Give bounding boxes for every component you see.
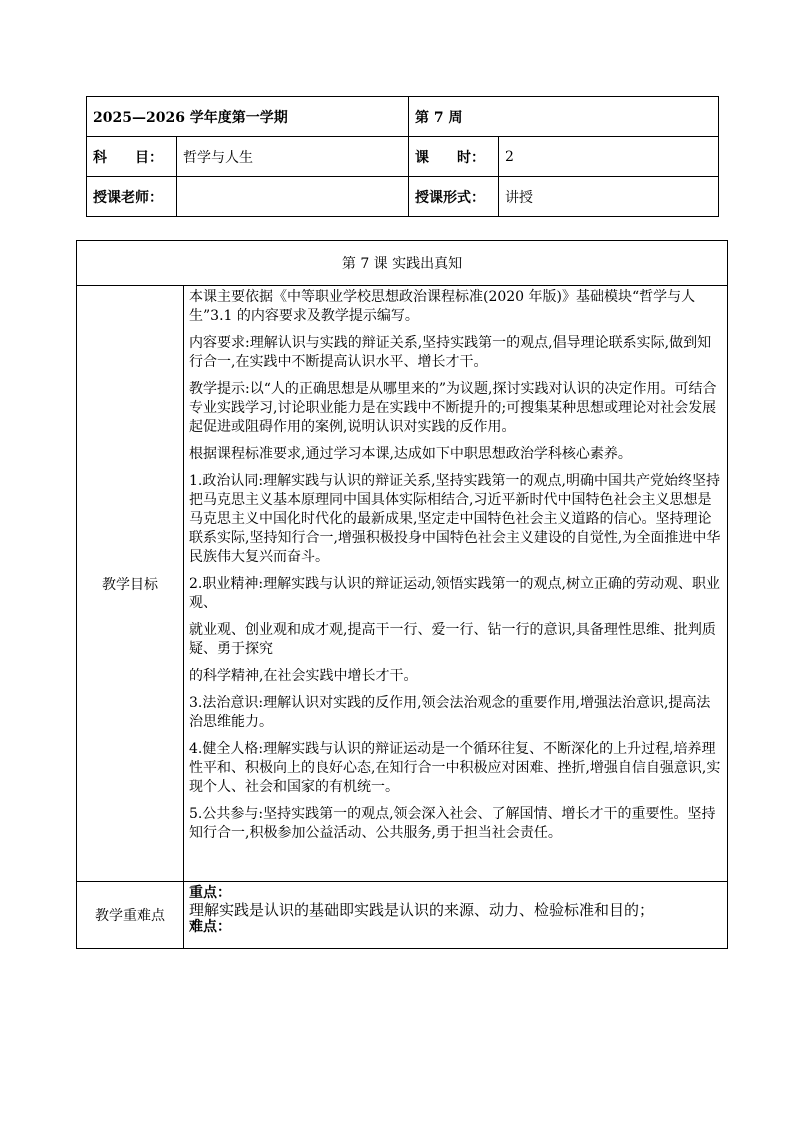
info-row-teacher bbox=[87, 177, 719, 217]
goal-paragraph: 教学提示:以“人的正确思想是从哪里来的”为议题,探讨实践对认识的决定作用。可结合专业实践学习,讨论职业能力是在实践中不断提升的;可搜集某种思想或理论对社会发展起促进或阻碍作用的案例,说明认识对实践的反作用。 bbox=[189, 381, 717, 435]
lesson-title: 第 7 课 实践出真知 bbox=[77, 241, 728, 286]
lesson-plan-table bbox=[76, 240, 728, 949]
week-cell: 第 7 周 bbox=[409, 97, 719, 137]
term-cell: 2025—2026 学年度第一学期 bbox=[87, 97, 409, 137]
goal-paragraph: 内容要求:理解认识与实践的辩证关系,坚持实践第一的观点,倡导理论联系实际,做到知行合一,在实践中不断提高认识水平、增长才干。 bbox=[189, 335, 712, 370]
goal-paragraph: 的科学精神,在社会实践中增长才干。 bbox=[189, 668, 418, 684]
teacher-label: 授课老师： bbox=[87, 177, 177, 217]
form-value: 讲授 bbox=[499, 177, 719, 217]
info-row-term bbox=[87, 97, 719, 137]
keypoints-content bbox=[184, 882, 728, 949]
goal-paragraph: 3.法治意识:理解认识对实践的反作用,领会法治观念的重要作用,增强法治意识,提高法治思维能力。 bbox=[189, 695, 711, 730]
course-info-table bbox=[86, 96, 719, 217]
goal-paragraph: 就业观、创业观和成才观,提高干一行、爱一行、钻一行的意识,具备理性思维、批判质疑、勇于探究 bbox=[189, 622, 716, 657]
goal-paragraph: 本课主要依据《中等职业学校思想政治课程标准(2020 年版)》基础模块“哲学与人生”3.1 的内容要求及教学提示编写。 bbox=[189, 289, 696, 324]
goals-label: 教学目标 bbox=[77, 286, 184, 882]
key-text: 理解实践是认识的基础即实践是认识的来源、动力、检验标准和目的； bbox=[189, 901, 655, 919]
lesson-title-row bbox=[77, 241, 728, 286]
subject-label: 科 目： bbox=[87, 137, 177, 177]
goal-paragraph: 2.职业精神:理解实践与认识的辩证运动,领悟实践第一的观点,树立正确的劳动观、职业观、 bbox=[189, 576, 720, 611]
goals-content bbox=[184, 286, 728, 882]
subject-value: 哲学与人生 bbox=[177, 137, 409, 177]
keypoints-row bbox=[77, 882, 728, 949]
goal-paragraph: 1.政治认同:理解实践与认识的辩证关系,坚持实践第一的观点,明确中国共产党始终坚持把马克思主义基本原理同中国具体实际相结合,习近平新时代中国特色社会主义思想是马克思主义中国化时代化的最新成果,坚定走中国特色社会主义道路的信心。坚持理论联系实际,坚持知行合一,增强积极投身中国特色社会主义建设的自觉性,为全面推进中华民族伟大复兴而奋斗。 bbox=[189, 473, 721, 565]
goal-paragraph: 4.健全人格:理解实践与认识的辩证运动是一个循环往复、不断深化的上升过程,培养理性平和、积极向上的良好心态,在知行合一中积极应对困难、挫折,增强自信自强意识,实现个人、社会和国家的有机统一。 bbox=[189, 741, 721, 795]
key-label: 重点： bbox=[189, 885, 231, 901]
info-row-subject bbox=[87, 137, 719, 177]
hours-label: 课 时： bbox=[409, 137, 499, 177]
teacher-value bbox=[177, 177, 409, 217]
goal-paragraph: 根据课程标准要求,通过学习本课,达成如下中职思想政治学科核心素养。 bbox=[189, 446, 632, 462]
goal-paragraph: 5.公共参与:坚持实践第一的观点,领会深入社会、了解国情、增长才干的重要性。坚持知行合一,积极参加公益活动、公共服务,勇于担当社会责任。 bbox=[189, 806, 716, 841]
form-label: 授课形式： bbox=[409, 177, 499, 217]
difficult-label: 难点： bbox=[189, 919, 231, 935]
goals-row bbox=[77, 286, 728, 882]
hours-value: 2 bbox=[499, 137, 719, 177]
keypoints-label: 教学重难点 bbox=[77, 882, 184, 949]
